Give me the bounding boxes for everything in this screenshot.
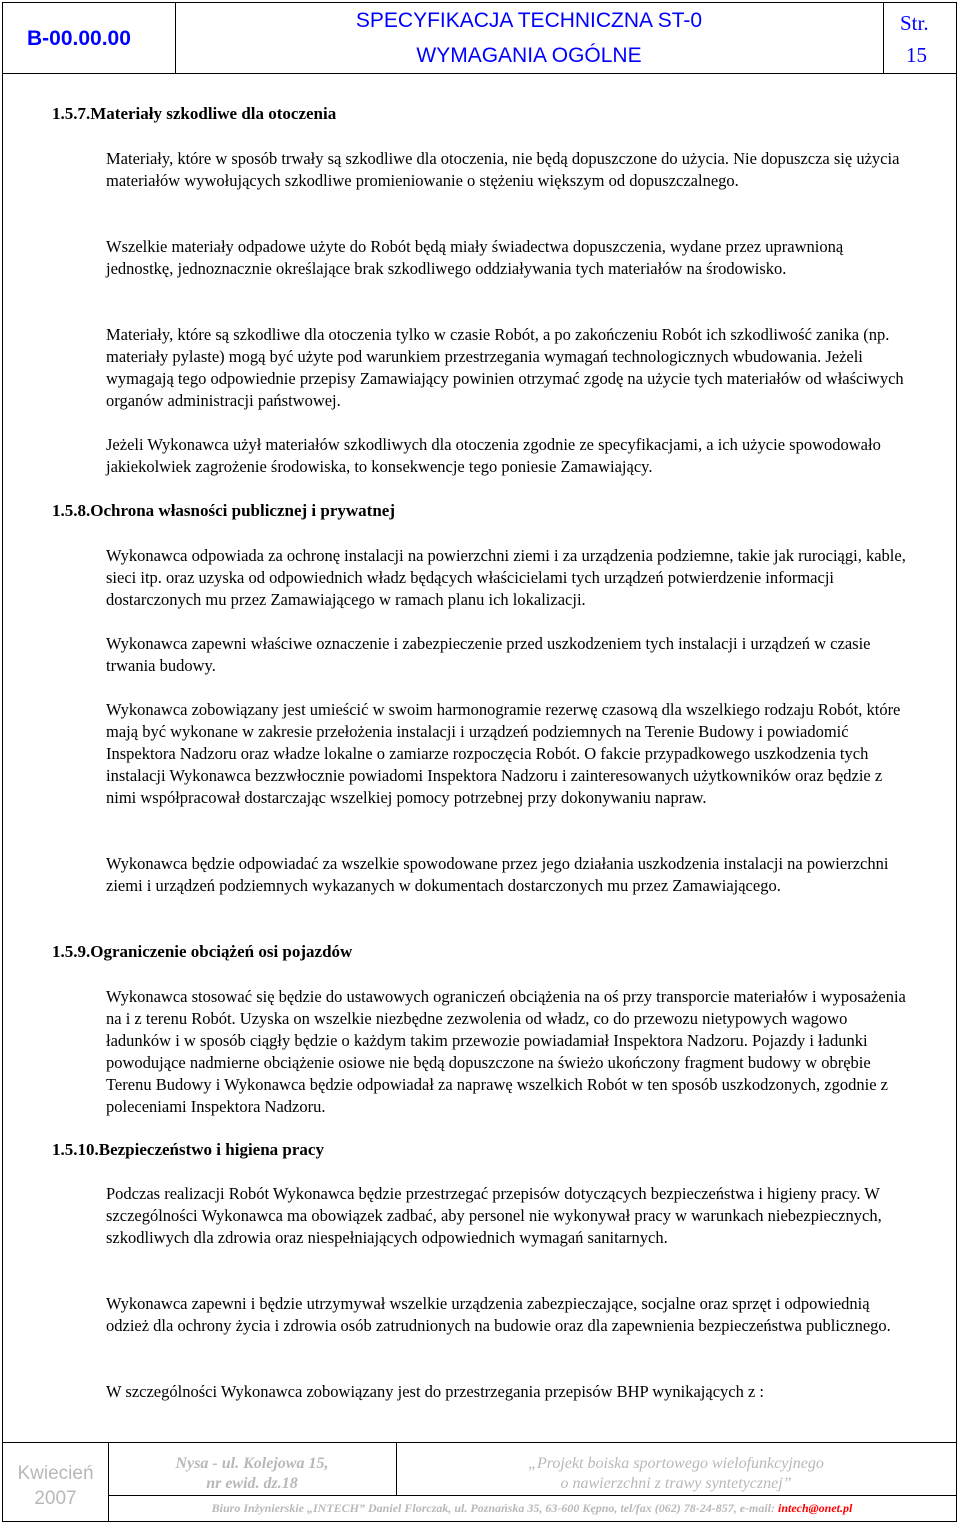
paragraph: Wykonawca odpowiada za ochronę instalacji na powierzchni ziemi i za urządzenia podziemne, takie jak rurociągi, kable, sieci itp. oraz uzyska od odpowiednich władz będących właścicielami tych urządzeń potwierdzenie informacji dostarczonych mu przez Zamawiającego w ramach planu ich lokalizacji.	[106, 546, 906, 609]
section-number: 1.5.10.	[52, 1140, 99, 1159]
footer-office-text: Biuro Inżynierskie „INTECH” Daniel Florczak, ul. Poznańska 35, 63-600 Kępno, tel/fax (062) 78-24-857, e-mail:	[211, 1501, 776, 1515]
section-number: 1.5.9.	[52, 942, 91, 961]
page-footer	[2, 1442, 957, 1522]
section-title: Materiały szkodliwe dla otoczenia	[90, 104, 337, 123]
paragraph: Wykonawca zapewni właściwe oznaczenie i zabezpieczenie przed uszkodzeniem tych instalacji i urządzeń w czasie trwania budowy.	[106, 634, 871, 675]
section-title: Bezpieczeństwo i higiena pracy	[98, 1140, 324, 1159]
paragraph: Wykonawca stosować się będzie do ustawowych ograniczeń obciążenia na oś przy transporcie materiałów i wyposażenia na i z terenu Robót. Uzyska on wszelkie niezbędne zezwolenia od władz, co do przewozu nietypowych wagowo ładunków i w sposób ciągły będzie o każdym takim przewozie powiadamiał Inspektora Nadzoru. Pojazdy i ładunki powodujące nadmierne obciążenie osiowe nie będą dopuszczone na świeżo ukończony fragment budowy w obrębie Terenu Budowy i Wykonawca będzie odpowiadał za naprawę wszelkich Robót w ten sposób uszkodzonych, zgodnie z poleceniami Inspektora Nadzoru.	[106, 987, 906, 1116]
footer-email-link[interactable]: intech@onet.pl	[778, 1501, 853, 1515]
document-title: SPECYFIKACJA TECHNICZNA ST-0	[355, 9, 703, 32]
paragraph: Podczas realizacji Robót Wykonawca będzie przestrzegać przepisów dotyczących bezpieczeństwa i higieny pracy. W szczególności Wykonawca ma obowiązek zadbać, aby personel nie wykonywał pracy w warunkach niebezpiecznych, szkodliwych dla zdrowia oraz niespełniających odpowiednich wymagań sanitarnych.	[106, 1184, 882, 1247]
footer-office	[108, 1501, 956, 1516]
section-title: Ograniczenie obciążeń osi pojazdów	[90, 942, 353, 961]
paragraph: Materiały, które są szkodliwe dla otoczenia tylko w czasie Robót, a po zakończeniu Robót ich szkodliwość zanika (np. materiały pylaste) mogą być użyte pod warunkiem przestrzegania wymagań technologicznych wbudowania. Jeżeli wymagają tego odpowiednie przepisy Zamawiający powinien otrzymać zgodę na użycie tych materiałów od właściwych organów administracji państwowej.	[106, 325, 904, 410]
section-heading	[52, 942, 352, 962]
paragraph: W szczególności Wykonawca zobowiązany jest do przestrzegania przepisów BHP wynikających z :	[106, 1382, 765, 1401]
paragraph: Wykonawca zapewni i będzie utrzymywał wszelkie urządzenia zabezpieczające, socjalne oraz sprzęt i odpowiednią odzież dla ochrony życia i zdrowia osób zatrudnionych na budowie oraz dla zapewnienia bezpieczeństwa publicznego.	[106, 1294, 891, 1335]
paragraph: Wykonawca zobowiązany jest umieścić w swoim harmonogramie rezerwę czasową dla wszelkiego rodzaju Robót, które mają być wykonane w zakresie przełożenia instalacji i urządzeń podziemnych na Terenie Budowy i powiadomić Inspektora Nadzoru oraz władze lokalne o zamiarze rozpoczęcia Robót. O fakcie przypadkowego uszkodzenia tych instalacji Wykonawca bezzwłocznie powiadomi Inspektora Nadzoru i zainteresowanych użytkowników oraz będzie z nimi współpracował dostarczając wszelkiej pomocy potrzebnej przy dokonywaniu napraw.	[106, 700, 901, 807]
footer-location-line1: Nysa - ul. Kolejowa 15,	[175, 1455, 329, 1472]
section-heading	[52, 1140, 324, 1160]
footer-location-line2: nr ewid. dz.18	[206, 1475, 298, 1492]
footer-month: Kwiecień	[17, 1463, 94, 1484]
page-label: Str.	[900, 11, 929, 35]
section-heading	[52, 501, 395, 521]
footer-project-line1: „Projekt boiska sportowego wielofunkcyjnego	[528, 1455, 824, 1472]
footer-year: 2007	[34, 1488, 77, 1509]
paragraph: Wykonawca będzie odpowiadać za wszelkie spowodowane przez jego działania uszkodzenia instalacji na powierzchni ziemi i urządzeń podziemnych wykazanych w dokumentach dostarczonych mu przez Zamawiającego.	[106, 854, 889, 895]
page-header	[2, 2, 957, 74]
paragraph: Wszelkie materiały odpadowe użyte do Robót będą miały świadectwa dopuszczenia, wydane przez uprawnioną jednostkę, jednoznacznie określające brak szkodliwego oddziaływania tych materiałów na środowisko.	[106, 237, 844, 278]
section-heading	[52, 104, 336, 124]
footer-project-line2: o nawierzchni z trawy syntetycznej”	[560, 1475, 792, 1492]
header-page-cell	[883, 3, 957, 73]
document-subtitle: WYMAGANIA OGÓLNE	[416, 44, 642, 67]
section-number: 1.5.8.	[52, 501, 91, 520]
section-title: Ochrona własności publicznej i prywatnej	[90, 501, 396, 520]
paragraph: Materiały, które w sposób trwały są szkodliwe dla otoczenia, nie będą dopuszczone do użycia. Nie dopuszcza się użycia materiałów wywołujących szkodliwe promieniowanie o stężeniu większym od dopuszczalnego.	[106, 149, 900, 190]
paragraph: Jeżeli Wykonawca użył materiałów szkodliwych dla otoczenia zgodnie ze specyfikacjami, a ich użycie spowodowało jakiekolwiek zagrożenie środowiska, to konsekwencje tego poniesie Zamawiający.	[106, 435, 881, 476]
section-number: 1.5.7.	[52, 104, 91, 123]
document-code: B-00.00.00	[27, 27, 131, 50]
footer-divider	[108, 1495, 956, 1496]
header-code-cell	[3, 3, 176, 73]
page-number: 15	[906, 43, 927, 67]
